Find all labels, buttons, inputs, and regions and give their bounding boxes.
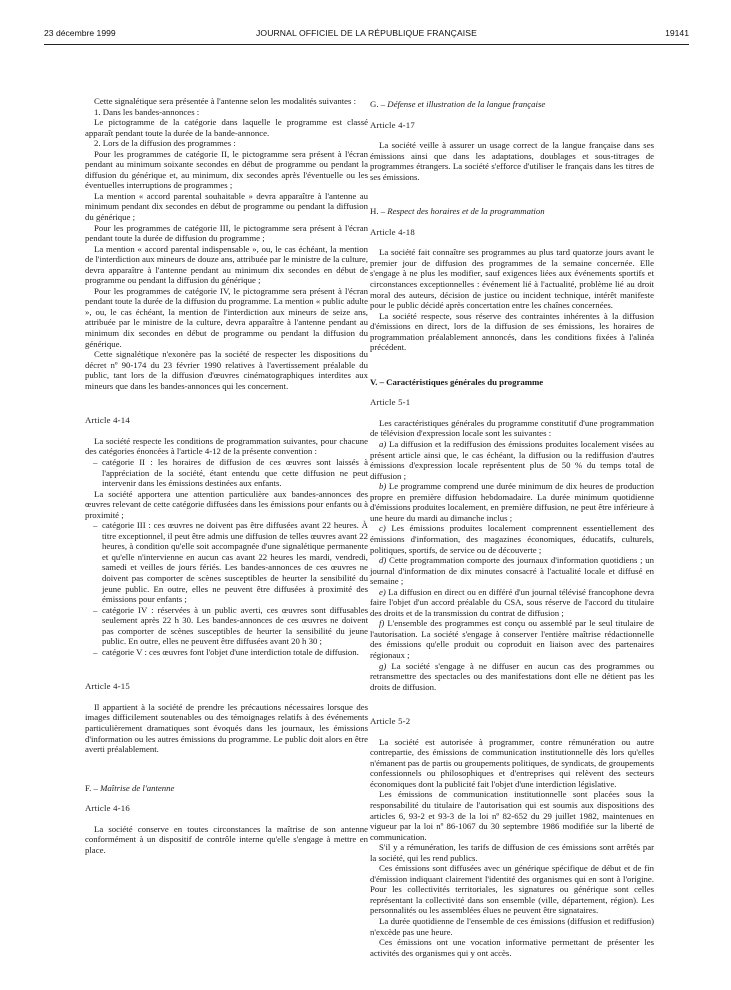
paragraph: Il appartient à la société de prendre les précautions nécessaires lorsque des images difficilement soutenables ou des témoignages relatifs à des événements particulièrement dramatiques sont évoqués dans les journaux, les émissions d'information ou les autres émissions du programme. Le public doit alors en être averti préalablement.: [85, 701, 368, 755]
section-number: G. –: [370, 99, 386, 109]
paragraph: La mention « accord parental indispensable », ou, le cas échéant, la mention de l'interdiction aux mineurs de douze ans, attribuée par le ministre de la culture, devra apparaître à l'antenne pendant au minimum dix secondes en début de programme ou pendant la diffusion du générique ;: [85, 243, 368, 286]
list-item: [85, 647, 368, 658]
paragraph: Les caractéristiques générales du programme constitutif d'une programmation de télévision d'expression locale sont les suivantes :: [370, 417, 654, 439]
paragraph: Pour les programmes de catégorie II, le pictogramme sera présent à l'écran pendant au minimum soixante secondes en début de programme ou pendant la diffusion du générique et, au minimum, dix secondes après l'éventuelle ou les éventuelles interruptions de programmes ;: [85, 148, 368, 191]
section-title: Défense et illustration de la langue française: [387, 99, 546, 109]
paragraph: La société veille à assurer un usage correct de la langue française dans ses émissions ainsi que dans les adaptations, doublages et sous-titrages de programmes étrangers. La société s'efforce d'utiliser le français dans les titres de ses émissions.: [370, 140, 654, 182]
item-text: L'ensemble des programmes est conçu ou assemblé par le seul titulaire de l'autorisation. La société s'engage à conserver l'entière maîtrise rédactionnelle des émissions qu'elle produit ou coproduit en liaison avec des partenaires régionaux ;: [370, 618, 654, 660]
article-heading-5-2: Article 5-2: [370, 716, 411, 727]
item-letter: d): [379, 555, 387, 566]
paragraph: La mention « accord parental souhaitable » devra apparaître à l'antenne au minimum pendant dix secondes en début de programme ou pendant la diffusion du générique ;: [85, 190, 368, 223]
item-letter: g): [379, 660, 387, 671]
paragraph: La société fait connaître ses programmes au plus tard quatorze jours avant le premier jour de diffusion des programmes de la semaine concernée. Elle s'engage à ne plus les modifier, sauf exigences liées aux événements sportifs et circonstances exceptionnelles : événement lié à l'actualité, problème lié au droit moral des auteurs, décision de justice ou incident technique, intérêt manifeste pour le public décidé après concertation entre les chaînes concernées.: [370, 247, 654, 311]
item-letter: e): [379, 586, 386, 597]
header-date: 23 décembre 1999: [44, 28, 116, 38]
page-header: [44, 28, 689, 42]
list-item-text: catégorie V : ces œuvres font l'objet d'une interdiction totale de diffusion.: [102, 646, 359, 657]
paragraph: Pour les programmes de catégorie IV, le pictogramme sera présent à l'écran pendant toute la durée de la diffusion du programme. La mention « public adulte », ou, le cas échéant, la mention de l'interdiction aux mineurs de seize ans, attribuée par le ministre de la culture, devra apparaître à l'antenne pendant au minimum dix secondes en début de programme ou pendant la diffusion du générique.: [85, 285, 368, 349]
section-heading-g: [370, 99, 654, 110]
dash-marker: –: [93, 604, 98, 615]
lettered-item: [370, 555, 654, 587]
article-heading-4-14: Article 4-14: [85, 415, 130, 426]
lettered-item: [370, 481, 654, 523]
category-list: [85, 457, 368, 489]
item-letter: f): [379, 618, 385, 629]
item-letter: a): [379, 439, 387, 450]
lettered-item: [370, 439, 654, 481]
section-heading-h: [370, 206, 654, 217]
category-list: [85, 520, 368, 657]
article-heading-4-15: Article 4-15: [85, 681, 130, 692]
list-item: [85, 605, 368, 647]
item-text: Les émissions produites localement comprennent essentiellement des émissions d'information, des magazines économiques, éducatifs, culturels, politiques, sportifs, de service ou de découverte ;: [370, 523, 654, 555]
dash-marker: –: [93, 456, 98, 467]
paragraph: 1. Dans les bandes-annonces :: [94, 106, 200, 117]
paragraph: Ces émissions ont une vocation informative permettant de présenter les activités des organismes qui y ont accès.: [370, 937, 654, 958]
dash-marker: –: [93, 520, 98, 531]
paragraph: Cette signalétique sera présentée à l'antenne selon les modalités suivantes :: [94, 96, 357, 106]
paragraph: La société apportera une attention particulière aux bandes-annonces des œuvres relevant de cette catégorie diffusées dans les émissions pour enfants ou à proximité ;: [85, 488, 368, 520]
lettered-item: [370, 523, 654, 555]
article-heading-4-16: Article 4-16: [85, 803, 130, 814]
section-heading-v: V. – Caractéristiques générales du programme: [370, 376, 544, 387]
article-heading-4-17: Article 4-17: [370, 119, 415, 130]
section-heading-f: [85, 783, 368, 794]
list-item-text: catégorie IV : réservées à un public averti, ces œuvres sont diffusables seulement après 22 h 30. Les bandes-annonces de ces œuvres ne doivent pas comporter de scènes susceptibles de heurter la sensibilité du jeune public. En outre, elles ne peuvent être diffusées avant 20 h 30 ;: [102, 604, 368, 647]
paragraph: S'il y a rémunération, les tarifs de diffusion de ces émissions sont arrêtés par la société, qui les rend publics.: [370, 842, 654, 863]
list-item-text: catégorie III : ces œuvres ne doivent pas être diffusées avant 22 heures. À titre exceptionnel, il peut être admis une diffusion de telles œuvres avant 22 heures, à condition qu'elle soit accompagnée d'une signalétique permanente et qu'elle n'intervienne en aucun cas avant 22 heures les mardi, vendredi, samedi et veilles de jours fériés. Les bandes-annonces de ces œuvres ne doivent pas comporter de scènes susceptibles de heurter la sensibilité du jeune public. En outre, elles ne peuvent être diffusées à proximité des émissions pour enfants ;: [102, 520, 368, 605]
paragraph: Pour les programmes de catégorie III, le pictogramme sera présent à l'écran pendant toute la durée de diffusion du programme ;: [85, 222, 368, 244]
section-number: H. –: [370, 206, 386, 217]
paragraph: La société est autorisée à programmer, contre rémunération ou autre contrepartie, des émissions de communication institutionnelle dès lors qu'elles n'émanent pas de partis ou groupements politiques, de syndicats, de groupements confessionnels ou philosophiques et d'entreprises qui relèvent des secteurs économiques dont la publicité fait l'objet d'une interdiction législative.: [370, 736, 654, 789]
item-letter: b): [379, 481, 387, 492]
paragraph: Les émissions de communication institutionnelle sont placées sous la responsabilité du titulaire de l'autorisation qui est soumis aux dispositions des articles 6, 93-2 et 93-3 de la loi nº 82-652 du 29 juillet 1982, maintenues en vigueur par la loi nº 86-1067 du 30 septembre 1986 modifiée sur la liberté de communication.: [370, 789, 654, 842]
left-column: [85, 96, 368, 855]
article-heading-5-1: Article 5-1: [370, 397, 411, 408]
item-letter: c): [379, 523, 386, 534]
paragraph: Cette signalétique n'exonère pas la société de respecter les dispositions du décret nº 90-174 du 23 février 1990 relatives à l'avertissement préalable du public, tant lors de la diffusion d'œuvres cinématographiques interdites aux mineurs que dans les bandes-annonces qui les concernent.: [85, 349, 368, 391]
item-text: La société s'engage à ne diffuser en aucun cas des programmes ou retransmettre des spectacles ou des manifestations dont elle ne détient pas les droits de diffusion.: [370, 660, 654, 692]
header-title: JOURNAL OFFICIEL DE LA RÉPUBLIQUE FRANÇAISE: [256, 28, 477, 38]
lettered-item: [370, 661, 654, 693]
section-number: F. –: [85, 782, 98, 793]
item-text: La diffusion et la rediffusion des émissions produites localement visées au présent article ainsi que, le cas échéant, la diffusion ou la rediffusion d'autres émissions d'expression locale représentent plus de 50 % du temps total de diffusion ;: [370, 439, 654, 481]
section-title: Maîtrise de l'antenne: [100, 782, 175, 793]
list-item-text: catégorie II : les horaires de diffusion de ces œuvres sont laissés à l'appréciation de la société, étant entendu que cette diffusion ne peut intervenir dans les émissions destinées aux enfants.: [102, 456, 368, 489]
item-text: Cette programmation comporte des journaux d'information quotidiens ; un journal d'information de dix minutes consacré à l'actualité locale et diffusé en semaine ;: [370, 555, 654, 587]
right-column: [370, 99, 654, 958]
paragraph: La société respecte, sous réserve des contraintes inhérentes à la diffusion d'émissions en direct, lors de la diffusion de ses émissions, les horaires de programmation préalablement annoncés, dans les conditions fixées à l'alinéa précédent.: [370, 310, 654, 353]
paragraph: Le pictogramme de la catégorie dans laquelle le programme est classé apparaît pendant toute la durée de la bande-annonce.: [85, 117, 368, 138]
list-item: [85, 520, 368, 604]
paragraph: La société respecte les conditions de programmation suivantes, pour chacune des catégories énoncées à l'article 4-12 de la présente convention :: [85, 435, 368, 457]
item-text: Le programme comprend une durée minimum de dix heures de production propre en première diffusion hebdomadaire. La durée minimum quotidienne d'émissions produites localement, en première diffusion, ne peut être inférieure à une heure du mardi au dimanche inclus ;: [370, 481, 655, 523]
header-page-number: 19141: [665, 28, 689, 38]
paragraph: La durée quotidienne de l'ensemble de ces émissions (diffusion et rediffusion) n'excède pas une heure.: [370, 916, 654, 937]
item-text: La diffusion en direct ou en différé d'un journal télévisé francophone devra faire l'objet d'un accord préalable du CSA, sous réserve de l'accord du titulaire des droits et de la transmission du contrat de diffusion ;: [370, 586, 654, 618]
paragraph: Ces émissions sont diffusées avec un générique spécifique de début et de fin d'émission indiquant clairement l'identité des organismes qui en sont à l'origine. Pour les collectivités territoriales, les signatures ou générique sont celles représentant la collectivité dans son ensemble (ville, département, région). Les personnalités ou les assemblées élues ne peuvent être signataires.: [370, 863, 654, 916]
lettered-item: [370, 618, 654, 660]
paragraph: La société conserve en toutes circonstances la maîtrise de son antenne conformément à un dispositif de contrôle interne qu'elle s'engage à mettre en place.: [85, 823, 368, 855]
lettered-item: [370, 587, 654, 619]
section-title: Respect des horaires et de la programmation: [387, 206, 545, 217]
article-heading-4-18: Article 4-18: [370, 226, 415, 237]
paragraph: 2. Lors de la diffusion des programmes :: [94, 138, 236, 149]
header-rule: [44, 44, 689, 45]
dash-marker: –: [93, 646, 98, 657]
list-item: [85, 457, 368, 489]
